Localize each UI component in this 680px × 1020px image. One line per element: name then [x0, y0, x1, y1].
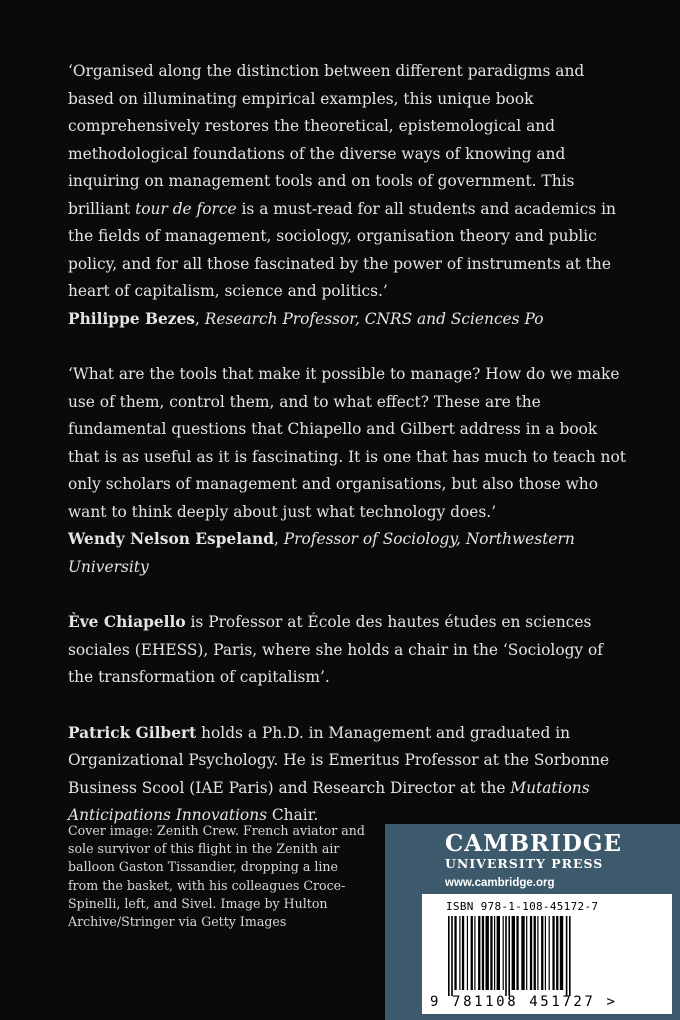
endorser-name: Philippe Bezes — [68, 309, 195, 328]
author-name: Patrick Gilbert — [68, 723, 197, 742]
bio-text: holds a Ph.D. in Management and graduated in Organizational Psychology. He is Emeritus Professor at the Sorbonne Business Scool (IAE Paris) and Research Director at the — [68, 723, 610, 797]
barcode-bar — [505, 916, 507, 996]
endorser-role: Research Professor, CNRS and Sciences Po — [204, 309, 544, 328]
barcode-bar — [508, 916, 510, 996]
author-bio-gilbert — [68, 720, 628, 830]
endorsement-quote — [68, 58, 628, 306]
quote-text: is a must-read for all students and academics in the fields of management, sociology, organisation theory and public policy, and for all those fascinated by the power of instruments at the heart of capitalism, science and politics.’ — [68, 199, 616, 300]
endorser-role: Professor of Sociology, Northwestern University — [68, 530, 575, 576]
barcode-bar — [530, 916, 532, 990]
barcode-bar — [552, 916, 554, 990]
bio-text: is Professor at École des hautes études en sciences sociales (EHESS), Paris, where she holds a chair in the ‘Sociology of the transformation of capitalism’. — [68, 613, 603, 686]
ean-number: 9 781108 451727 > — [430, 994, 618, 1010]
endorsement-quote: ‘What are the tools that make it possible to manage? How do we make use of them, control them, and to what effect? These are the fundamental questions that Chiapello and Gilbert address in a book that is as useful as it is fascinating. It is one that has much to teach not only scholars of management and organisations, but also those who want to think deeply about just what technology does.’ — [68, 365, 626, 521]
barcode-bar — [454, 916, 456, 990]
endorsement-bezes — [68, 58, 628, 333]
barcode-bar — [497, 916, 500, 990]
endorsement-attribution: Wendy Nelson Espeland, Professor of Sociology, Northwestern University — [68, 530, 575, 576]
barcode-bar — [474, 916, 475, 990]
barcode-bar — [566, 916, 568, 996]
barcode-bar — [526, 916, 527, 990]
barcode-bar — [486, 916, 489, 990]
barcode-bar — [569, 916, 571, 996]
publisher-name: CAMBRIDGE — [445, 830, 623, 857]
bio-italic-text: Mutations Anticipations Innovations — [68, 778, 590, 824]
barcode-bar — [512, 916, 515, 990]
barcode-bar — [521, 916, 524, 990]
barcode-bar — [467, 916, 468, 990]
author-bio-chiapello — [68, 609, 628, 692]
barcode-area — [422, 894, 672, 1014]
endorsement-espeland — [68, 361, 628, 581]
barcode-bar — [451, 916, 453, 996]
barcode-bar — [560, 916, 563, 990]
barcode-bar — [494, 916, 495, 990]
publisher-press: UNIVERSITY PRESS — [445, 856, 604, 871]
barcode-bar — [549, 916, 550, 990]
bio-text: Chair. — [267, 806, 319, 824]
author-name: Ève Chiapello — [68, 613, 186, 631]
barcode-bar — [459, 916, 460, 990]
barcode-bar — [534, 916, 536, 990]
barcode-bar — [478, 916, 480, 990]
barcode-bar — [462, 916, 464, 990]
barcode-bar — [545, 916, 546, 990]
barcode-bar — [503, 916, 504, 990]
barcode-bar — [482, 916, 484, 990]
barcode-bar — [541, 916, 543, 990]
endorser-name: Wendy Nelson Espeland — [68, 530, 274, 548]
publisher-url[interactable]: www.cambridge.org — [445, 877, 555, 889]
barcode-bar — [537, 916, 538, 990]
barcode-bar — [556, 916, 558, 990]
endorsement-attribution: Philippe Bezes, Research Professor, CNRS and Sciences Po — [68, 309, 544, 328]
cover-image-credit: Cover image: Zenith Crew. French aviator and sole survivor of this flight in the Zenith air balloon Gaston Tissandier, dropping a line from the basket, with his colleagues Croce-Spinelli, left, and Sivel. Image by Hulton Archive/Stringer via Getty Images — [68, 823, 365, 930]
back-cover-text — [68, 58, 628, 858]
barcode-bar — [490, 916, 492, 990]
isbn-label: ISBN 978-1-108-45172-7 — [446, 900, 599, 913]
barcode-bar — [471, 916, 473, 990]
barcode-bar — [448, 916, 450, 996]
publisher-panel — [385, 824, 680, 1020]
barcode-bar — [516, 916, 518, 990]
quote-italic-text: tour de force — [135, 199, 237, 218]
quote-text: ‘Organised along the distinction between different paradigms and based on illuminating empirical examples, this unique book comprehensively restores the theoretical, epistemological and methodological foundations of the diverse ways of knowing and inquiring on management tools and on tools of government. This brilliant — [68, 62, 585, 218]
